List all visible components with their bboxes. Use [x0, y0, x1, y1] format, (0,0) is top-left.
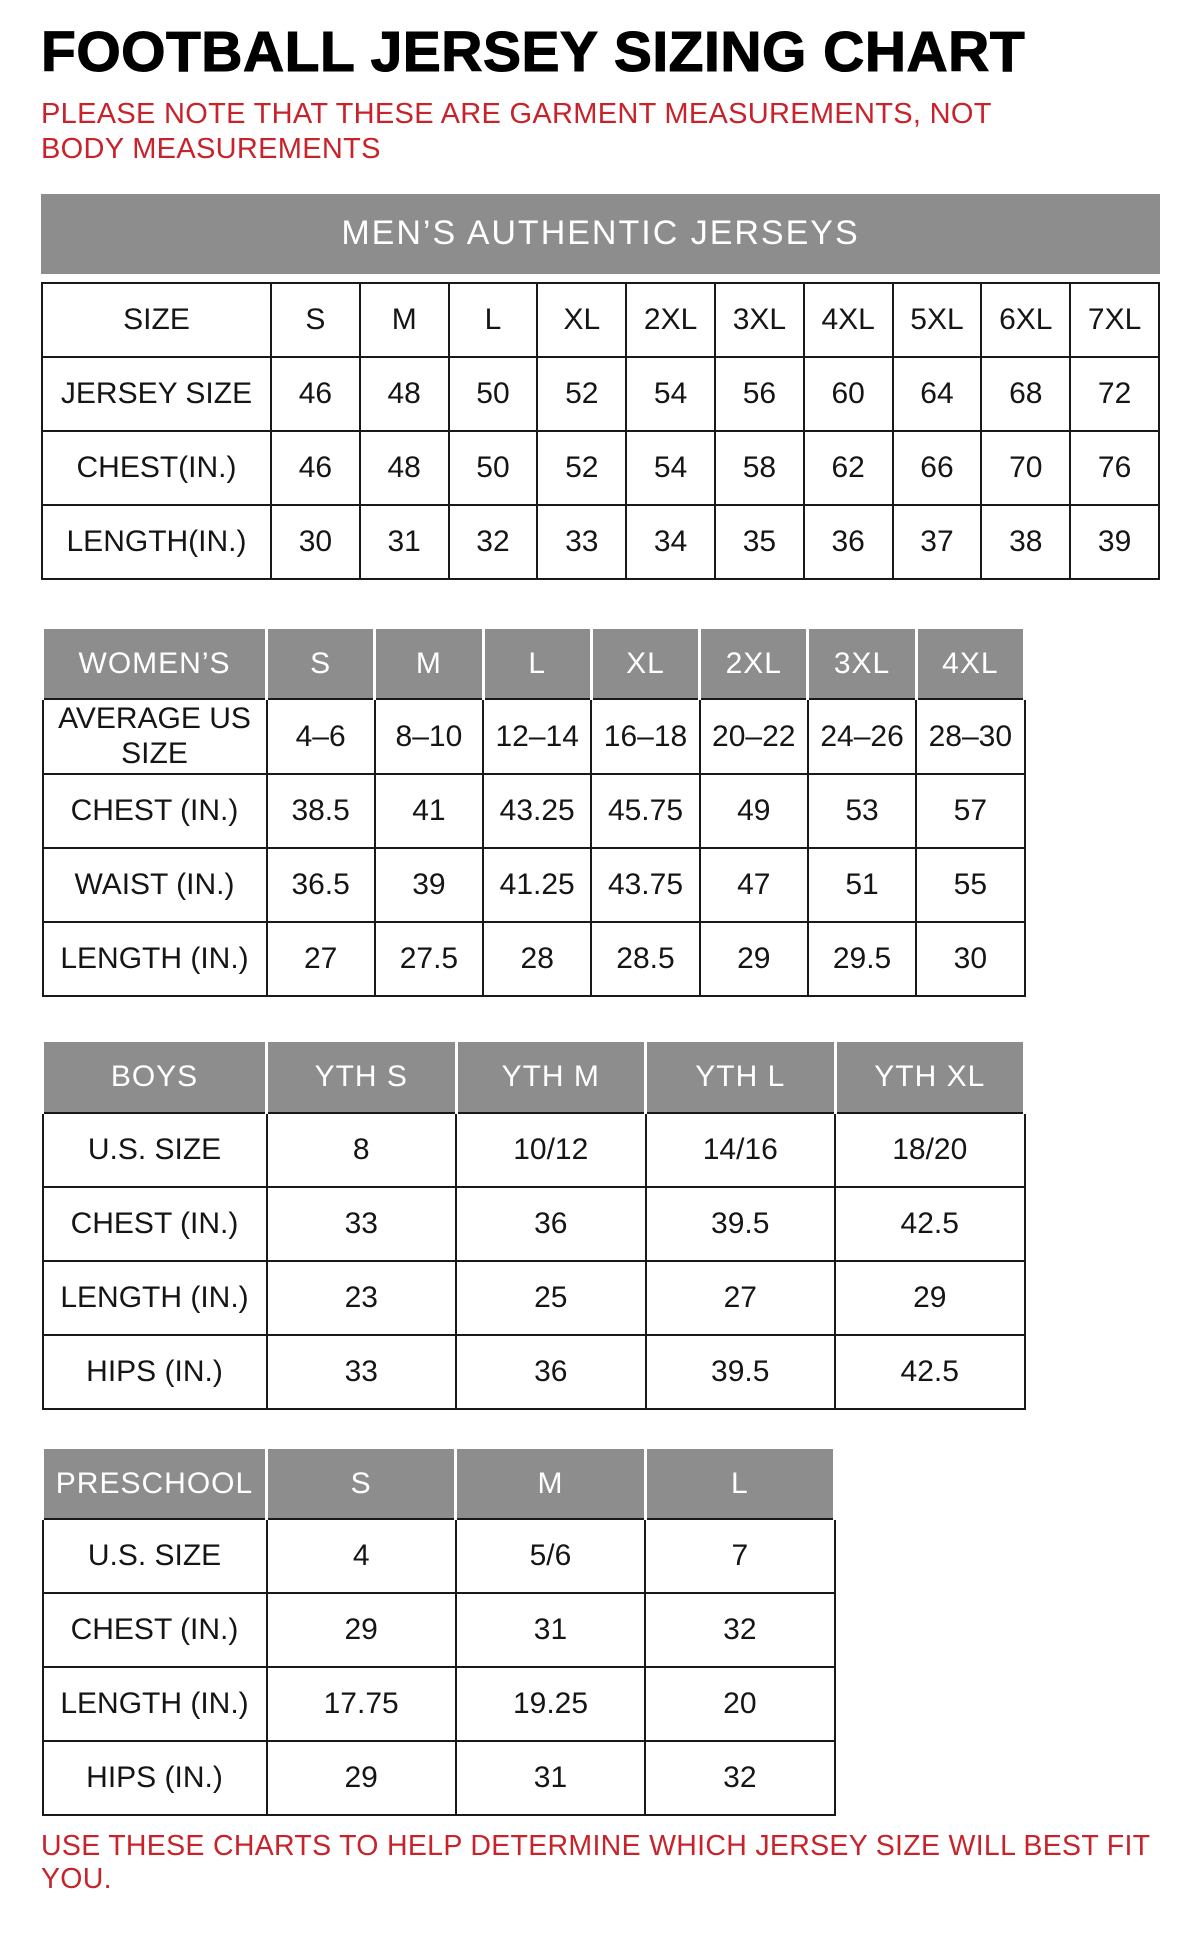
- value-cell: 55: [916, 848, 1024, 922]
- value-cell: M: [360, 283, 449, 357]
- value-cell: 39.5: [646, 1335, 836, 1409]
- value-cell: 39: [375, 848, 483, 922]
- value-cell: 29: [835, 1261, 1025, 1335]
- column-header: S: [267, 627, 375, 699]
- column-header: 3XL: [808, 627, 916, 699]
- value-cell: 5XL: [893, 283, 982, 357]
- page-title: FOOTBALL JERSEY SIZING CHART: [41, 20, 1026, 84]
- value-cell: 8: [267, 1113, 457, 1187]
- row-label: CHEST (IN.): [43, 1187, 267, 1261]
- row-label: LENGTH (IN.): [43, 922, 267, 996]
- row-label: WAIST (IN.): [43, 848, 267, 922]
- value-cell: L: [449, 283, 538, 357]
- value-cell: 33: [267, 1335, 457, 1409]
- value-cell: 4–6: [267, 699, 375, 774]
- value-cell: 46: [271, 357, 360, 431]
- value-cell: 50: [449, 357, 538, 431]
- value-cell: 70: [981, 431, 1070, 505]
- column-header: YTH M: [456, 1041, 646, 1113]
- value-cell: 29: [267, 1741, 456, 1815]
- value-cell: 32: [449, 505, 538, 579]
- boys-sizing-table: [41, 1039, 1026, 1410]
- value-cell: 28: [483, 922, 591, 996]
- table-header-row: [43, 1041, 1025, 1113]
- row-label: CHEST (IN.): [43, 1593, 267, 1667]
- value-cell: 47: [700, 848, 808, 922]
- row-label: U.S. SIZE: [43, 1519, 267, 1593]
- row-label: LENGTH(IN.): [42, 505, 271, 579]
- value-cell: 33: [537, 505, 626, 579]
- table-header-row: [43, 1447, 835, 1519]
- value-cell: 64: [893, 357, 982, 431]
- table-row: [42, 505, 1159, 579]
- mens-table-banner: MEN’S AUTHENTIC JERSEYS: [41, 194, 1160, 274]
- value-cell: 41: [375, 774, 483, 848]
- column-header: L: [483, 627, 591, 699]
- value-cell: 5/6: [456, 1519, 645, 1593]
- value-cell: 62: [804, 431, 893, 505]
- value-cell: 29: [700, 922, 808, 996]
- row-label: LENGTH (IN.): [43, 1261, 267, 1335]
- value-cell: 31: [360, 505, 449, 579]
- value-cell: 29.5: [808, 922, 916, 996]
- value-cell: 36.5: [267, 848, 375, 922]
- value-cell: 48: [360, 431, 449, 505]
- table-row: [43, 1741, 835, 1815]
- column-header: YTH XL: [835, 1041, 1025, 1113]
- column-header: XL: [591, 627, 699, 699]
- column-header: 2XL: [700, 627, 808, 699]
- column-header: L: [645, 1447, 834, 1519]
- value-cell: 42.5: [835, 1187, 1025, 1261]
- value-cell: 32: [645, 1741, 834, 1815]
- table-row: [43, 1113, 1025, 1187]
- column-header: YTH S: [267, 1041, 457, 1113]
- row-label: JERSEY SIZE: [42, 357, 271, 431]
- value-cell: 46: [271, 431, 360, 505]
- value-cell: 36: [456, 1187, 646, 1261]
- column-header: BOYS: [43, 1041, 267, 1113]
- value-cell: 58: [715, 431, 804, 505]
- row-label: HIPS (IN.): [43, 1335, 267, 1409]
- value-cell: 28.5: [591, 922, 699, 996]
- value-cell: 2XL: [626, 283, 715, 357]
- value-cell: 7: [645, 1519, 834, 1593]
- table-header-row: [43, 627, 1025, 699]
- table-row: [42, 357, 1159, 431]
- value-cell: 57: [916, 774, 1024, 848]
- footer-note: USE THESE CHARTS TO HELP DETERMINE WHICH JERSEY SIZE WILL BEST FIT YOU.: [41, 1830, 1150, 1896]
- value-cell: 8–10: [375, 699, 483, 774]
- table-row: [42, 283, 1159, 357]
- value-cell: 52: [537, 357, 626, 431]
- value-cell: 17.75: [267, 1667, 456, 1741]
- value-cell: 33: [267, 1187, 457, 1261]
- value-cell: 54: [626, 431, 715, 505]
- value-cell: 20: [645, 1667, 834, 1741]
- value-cell: S: [271, 283, 360, 357]
- row-label: HIPS (IN.): [43, 1741, 267, 1815]
- table-row: [43, 1261, 1025, 1335]
- mens-sizing-table: [41, 282, 1160, 580]
- value-cell: 72: [1070, 357, 1159, 431]
- value-cell: 51: [808, 848, 916, 922]
- value-cell: 30: [916, 922, 1024, 996]
- value-cell: 20–22: [700, 699, 808, 774]
- row-label: SIZE: [42, 283, 271, 357]
- table-row: [43, 922, 1025, 996]
- row-label: AVERAGE US SIZE: [43, 699, 267, 774]
- table-row: [43, 1335, 1025, 1409]
- value-cell: 56: [715, 357, 804, 431]
- table-row: [43, 1519, 835, 1593]
- value-cell: 41.25: [483, 848, 591, 922]
- value-cell: 7XL: [1070, 283, 1159, 357]
- value-cell: 37: [893, 505, 982, 579]
- value-cell: 27: [646, 1261, 836, 1335]
- column-header: M: [375, 627, 483, 699]
- row-label: U.S. SIZE: [43, 1113, 267, 1187]
- table-row: [43, 848, 1025, 922]
- column-header: S: [267, 1447, 456, 1519]
- value-cell: 52: [537, 431, 626, 505]
- value-cell: 16–18: [591, 699, 699, 774]
- value-cell: 4XL: [804, 283, 893, 357]
- preschool-sizing-table: [41, 1446, 836, 1817]
- value-cell: 6XL: [981, 283, 1070, 357]
- garment-measurements-note: PLEASE NOTE THAT THESE ARE GARMENT MEASUREMENTS, NOT BODY MEASUREMENTS: [41, 98, 992, 166]
- value-cell: 31: [456, 1593, 645, 1667]
- value-cell: 4: [267, 1519, 456, 1593]
- value-cell: 43.75: [591, 848, 699, 922]
- value-cell: 18/20: [835, 1113, 1025, 1187]
- value-cell: 28–30: [916, 699, 1024, 774]
- value-cell: 60: [804, 357, 893, 431]
- value-cell: 35: [715, 505, 804, 579]
- value-cell: 27.5: [375, 922, 483, 996]
- column-header: WOMEN’S: [43, 627, 267, 699]
- value-cell: 45.75: [591, 774, 699, 848]
- value-cell: 27: [267, 922, 375, 996]
- row-label: LENGTH (IN.): [43, 1667, 267, 1741]
- column-header: 4XL: [916, 627, 1024, 699]
- value-cell: XL: [537, 283, 626, 357]
- column-header: YTH L: [646, 1041, 836, 1113]
- table-row: [43, 774, 1025, 848]
- value-cell: 23: [267, 1261, 457, 1335]
- table-row: [42, 431, 1159, 505]
- row-label: CHEST(IN.): [42, 431, 271, 505]
- value-cell: 30: [271, 505, 360, 579]
- table-row: [43, 1187, 1025, 1261]
- value-cell: 42.5: [835, 1335, 1025, 1409]
- value-cell: 43.25: [483, 774, 591, 848]
- value-cell: 39.5: [646, 1187, 836, 1261]
- womens-sizing-table: [41, 626, 1026, 998]
- value-cell: 54: [626, 357, 715, 431]
- value-cell: 10/12: [456, 1113, 646, 1187]
- value-cell: 3XL: [715, 283, 804, 357]
- value-cell: 76: [1070, 431, 1159, 505]
- value-cell: 36: [804, 505, 893, 579]
- value-cell: 36: [456, 1335, 646, 1409]
- value-cell: 32: [645, 1593, 834, 1667]
- column-header: PRESCHOOL: [43, 1447, 267, 1519]
- value-cell: 31: [456, 1741, 645, 1815]
- value-cell: 49: [700, 774, 808, 848]
- column-header: M: [456, 1447, 645, 1519]
- value-cell: 29: [267, 1593, 456, 1667]
- value-cell: 48: [360, 357, 449, 431]
- table-row: [43, 1667, 835, 1741]
- value-cell: 19.25: [456, 1667, 645, 1741]
- value-cell: 24–26: [808, 699, 916, 774]
- value-cell: 66: [893, 431, 982, 505]
- value-cell: 34: [626, 505, 715, 579]
- table-row: [43, 1593, 835, 1667]
- value-cell: 39: [1070, 505, 1159, 579]
- value-cell: 14/16: [646, 1113, 836, 1187]
- value-cell: 38.5: [267, 774, 375, 848]
- value-cell: 50: [449, 431, 538, 505]
- value-cell: 25: [456, 1261, 646, 1335]
- value-cell: 68: [981, 357, 1070, 431]
- value-cell: 53: [808, 774, 916, 848]
- table-row: [43, 699, 1025, 774]
- row-label: CHEST (IN.): [43, 774, 267, 848]
- value-cell: 12–14: [483, 699, 591, 774]
- value-cell: 38: [981, 505, 1070, 579]
